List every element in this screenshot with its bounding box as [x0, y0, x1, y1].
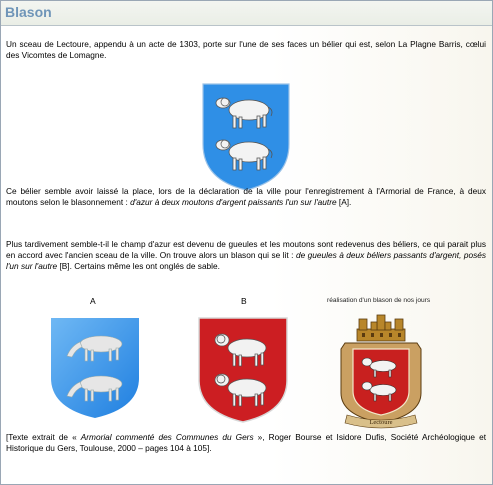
section-header [1, 1, 492, 26]
motto-text: Lectoure [369, 419, 393, 426]
content-area [1, 26, 492, 484]
intro-paragraph: Un sceau de Lectoure, appendu à un acte de 1303, porte sur l'une de ses faces un bélier qui est, selon La Plagne Barris, cœlui des Vicomtes de Lomagne. [6, 39, 486, 60]
paragraph2-before: Ce bélier semble avoir laissé la place, lors de la déclaration de la ville pour l'enregistrement à l'Armorial de France, à deux moutons selon le blasonnement : [6, 186, 486, 207]
citation-before: [Texte extrait de « [6, 432, 81, 442]
citation-after: », Roger Bourse et Isidore Dufis, Société Archéologique et Historique du Gers, Toulouse, 2000 – pages 104 à 105]. [6, 432, 486, 453]
ram-shield-b-icon [197, 316, 289, 424]
ram-shield-icon [201, 82, 291, 192]
label-realisation: réalisation d'un blason de nos jours [327, 297, 431, 304]
sheep-shield-a-icon [49, 316, 141, 420]
paragraph3-before: Plus tardivement semble-t-il le champ d'azur est devenu de gueules et les moutons sont redevenus des béliers, ce qui parait plus en accord avec l'ancien sceau de la ville. On trouve alors un blason qui se lit : [6, 239, 486, 260]
citation-paragraph [6, 432, 486, 454]
paragraph-gueules [6, 239, 486, 272]
citation-emphasis: Armorial commenté des Communes du Gers [80, 432, 254, 442]
label-a: A [90, 296, 96, 306]
paragraph3-emphasis: de gueules à deux béliers passants d'argent, posés l'un sur l'autre [6, 250, 486, 271]
paragraph-armorial-france [6, 186, 486, 208]
paragraph2-emphasis: d'azur à deux moutons d'argent paissants l'un sur l'autre [130, 197, 337, 207]
label-b: B [241, 296, 247, 306]
paragraph3-after: [B]. Certains même les ont onglés de sable. [57, 261, 220, 271]
section-title: Blason [5, 4, 52, 20]
paragraph2-after: [A]. [336, 197, 352, 207]
crowned-shield-icon [331, 311, 431, 429]
